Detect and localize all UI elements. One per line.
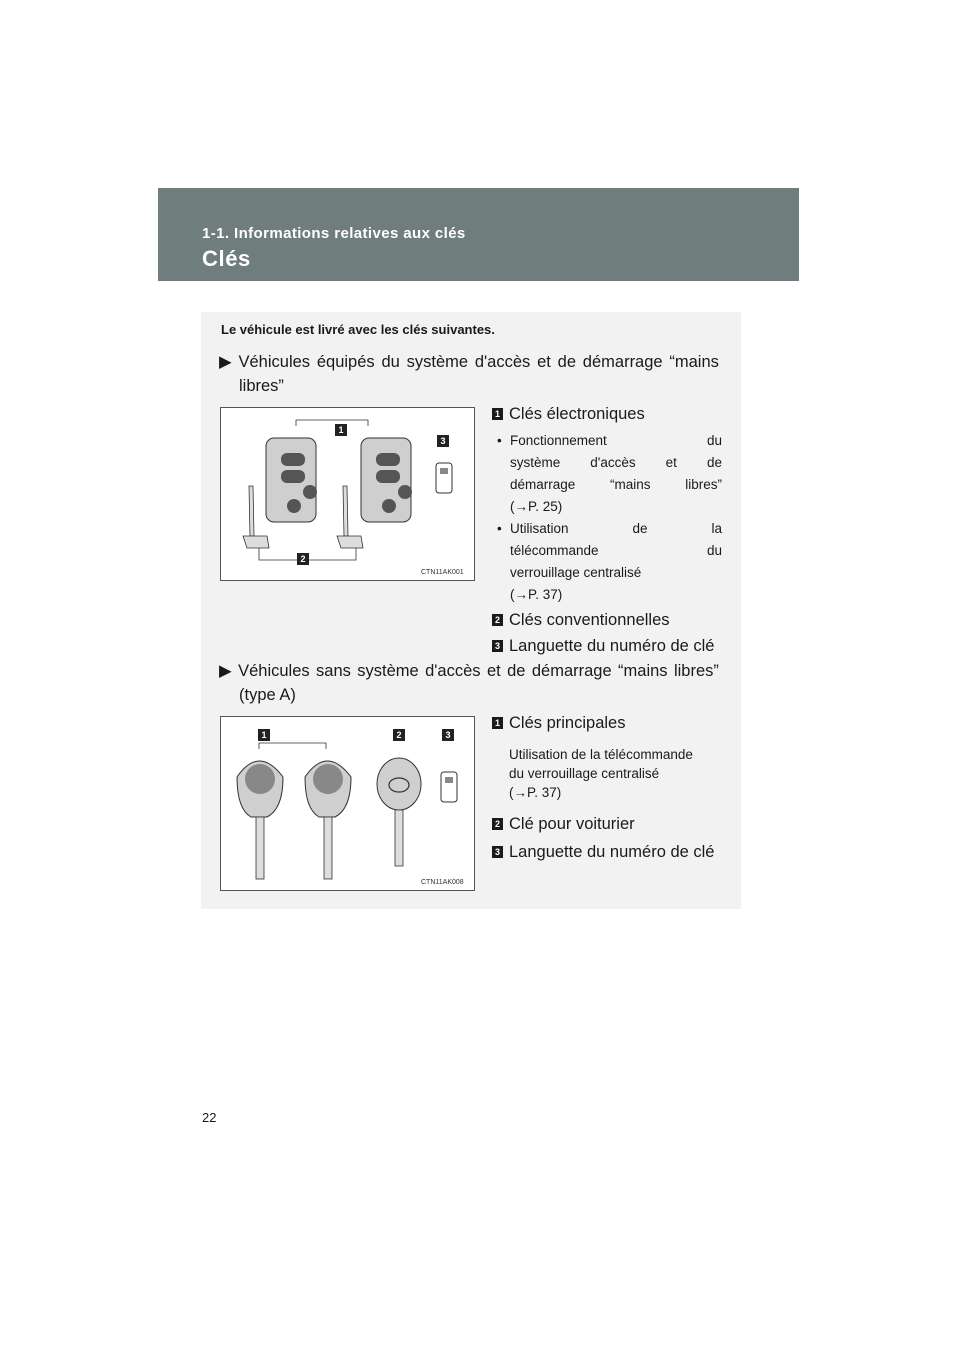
callout-3: 3 — [445, 730, 451, 740]
bullet-standard-key-vehicles: ▶ Véhicules sans système d'accès et de démarrage “mains libres” (type A) — [219, 659, 719, 707]
smart-keys-illustration — [220, 407, 475, 581]
figure-code: CTN11AK008 — [421, 879, 464, 886]
callout-1: 1 — [261, 730, 267, 740]
triangle-bullet-icon: ▶ — [219, 662, 232, 680]
section-title: 1-1. Informations relatives aux clés — [202, 225, 466, 242]
chapter-header — [158, 188, 799, 281]
list-item: 1 Clés électroniques — [492, 404, 722, 424]
master-key-list — [492, 713, 722, 862]
callout-2: 2 — [300, 554, 306, 564]
smart-key-list — [492, 404, 722, 656]
list-item: 3 Languette du numéro de clé — [492, 842, 722, 862]
list-item: 2 Clés conventionnelles — [492, 610, 722, 630]
callout-2: 2 — [396, 730, 402, 740]
callout-1: 1 — [338, 425, 344, 435]
bullet-smart-key-vehicles: ▶ Véhicules équipés du système d'accès et de démarrage “mains libres” — [219, 350, 719, 398]
list-sub-item: • Fonctionnement du système d'accès et de démarrage “mains libres” (→P. 25) — [497, 433, 722, 514]
list-sub-item: • Utilisation de la télécommande du verrouillage centralisé (→P. 37) — [497, 521, 722, 602]
list-item: 3 Languette du numéro de clé — [492, 636, 722, 656]
triangle-bullet-icon: ▶ — [219, 353, 232, 371]
master-keys-illustration — [220, 716, 475, 891]
callout-3: 3 — [440, 436, 446, 446]
page-title: Clés — [202, 246, 251, 271]
list-note: Utilisation de la télécommande du verrouillage centralisé (→P. 37) — [509, 747, 693, 800]
list-item: 2 Clé pour voiturier — [492, 814, 722, 834]
page-number: 22 — [202, 1110, 217, 1125]
intro-text: Le véhicule est livré avec les clés suivantes. — [221, 322, 495, 337]
content-panel — [201, 312, 741, 909]
figure-code: CTN11AK001 — [421, 569, 464, 576]
list-item: 1 Clés principales — [492, 713, 722, 733]
